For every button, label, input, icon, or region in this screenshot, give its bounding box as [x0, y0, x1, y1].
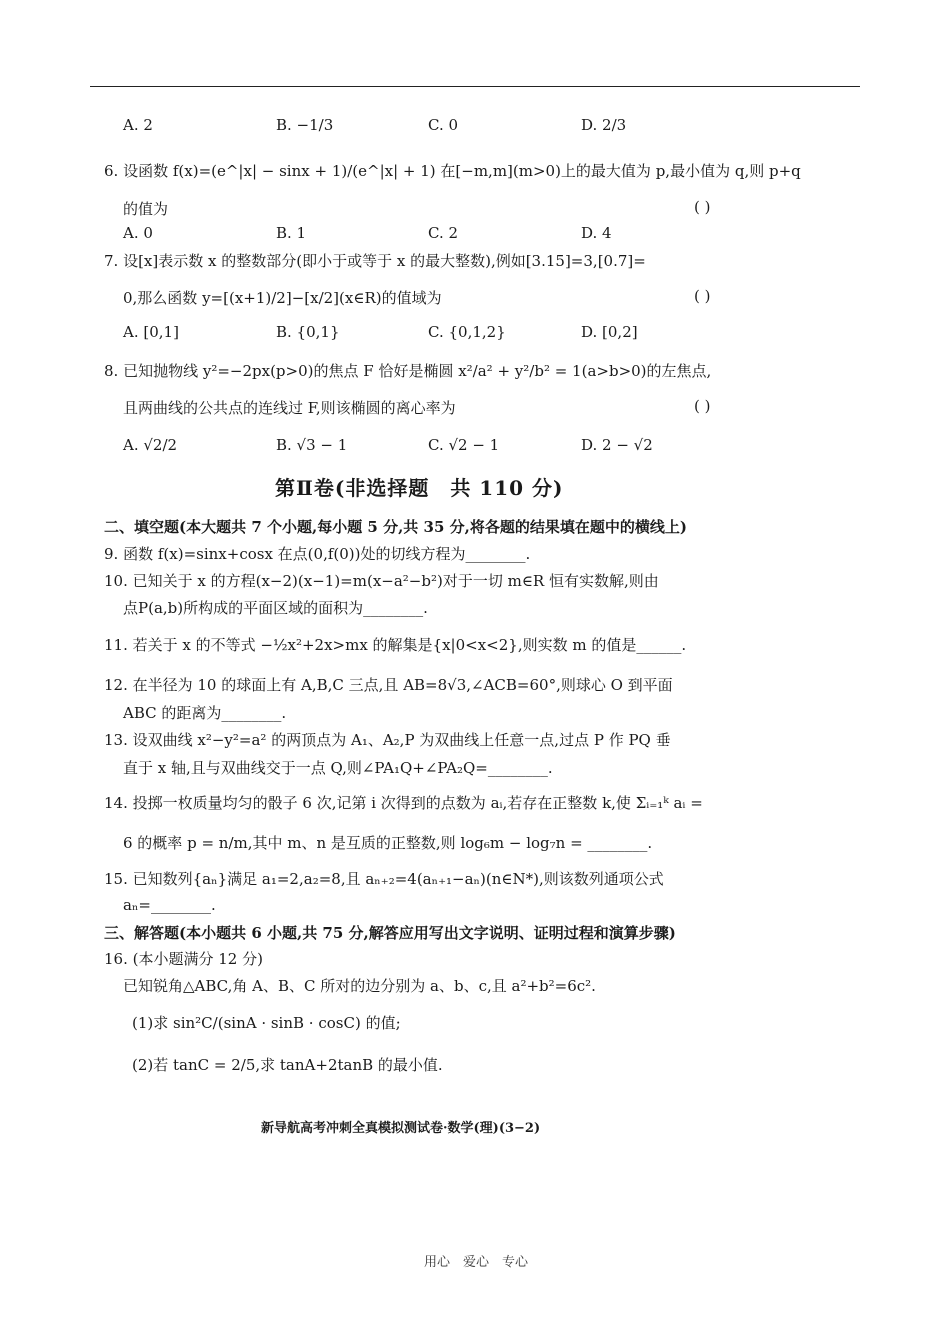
question-6-answer-paren: ( ) [694, 198, 711, 216]
question-7-option-c: C. {0,1,2} [428, 323, 506, 341]
question-12-line1: 12. 在半径为 10 的球面上有 A,B,C 三点,且 AB=8√3,∠ACB=60°,则球心 O 到平面 [104, 676, 673, 694]
question-11: 11. 若关于 x 的不等式 −½x²+2x>mx 的解集是{x|0<x<2},则实数 m 的值是______. [104, 636, 687, 654]
question-16-line2: 已知锐角△ABC,角 A、B、C 所对的边分别为 a、b、c,且 a²+b²=6c². [123, 977, 596, 995]
part-2-title: 第Ⅱ卷(非选择题 共 110 分) [275, 476, 564, 500]
question-16-line1: 16. (本小题满分 12 分) [104, 950, 263, 968]
question-7-option-d: D. [0,2] [581, 323, 638, 341]
question-8-option-a: A. √2/2 [123, 436, 178, 454]
question-15-line2: aₙ=________. [123, 896, 216, 914]
question-10-line1: 10. 已知关于 x 的方程(x−2)(x−1)=m(x−a²−b²)对于一切 m∈R 恒有实数解,则由 [104, 572, 659, 590]
top-option-c: C. 0 [428, 116, 459, 134]
question-14-line1: 14. 投掷一枚质量均匀的骰子 6 次,记第 i 次得到的点数为 aᵢ,若存在正整数 k,使 Σᵢ₌₁ᵏ aᵢ = [104, 794, 703, 812]
top-option-a: A. 2 [123, 116, 153, 134]
question-6-option-a: A. 0 [123, 224, 153, 242]
question-6-line2: 的值为 [123, 200, 169, 218]
question-7-answer-paren: ( ) [694, 287, 711, 305]
question-16-part2: (2)若 tanC = 2/5,求 tanA+2tanB 的最小值. [132, 1056, 443, 1074]
question-15-line1: 15. 已知数列{aₙ}满足 a₁=2,a₂=8,且 aₙ₊₂=4(aₙ₊₁−aₙ)(n∈N*),则该数列通项公式 [104, 870, 664, 888]
question-12-line2: ABC 的距离为________. [123, 704, 287, 722]
top-rule [90, 86, 860, 87]
question-6-line1: 6. 设函数 f(x)=(e^|x| − sinx + 1)/(e^|x| + 1) 在[−m,m](m>0)上的最大值为 p,最小值为 q,则 p+q [104, 162, 801, 180]
question-8-line1: 8. 已知抛物线 y²=−2px(p>0)的焦点 F 恰好是椭圆 x²/a² + y²/b² = 1(a>b>0)的左焦点, [104, 362, 712, 380]
question-7-line2: 0,那么函数 y=[(x+1)/2]−[x/2](x∈R)的值域为 [123, 289, 442, 307]
question-13-line2: 直于 x 轴,且与双曲线交于一点 Q,则∠PA₁Q+∠PA₂Q=________. [123, 759, 553, 777]
question-6-option-c: C. 2 [428, 224, 459, 242]
question-14-line2: 6 的概率 p = n/m,其中 m、n 是互质的正整数,则 log₆m − log₇n = ________. [123, 834, 653, 852]
section-3-heading: 三、解答题(本小题共 6 小题,共 75 分,解答应用写出文字说明、证明过程和演算步骤) [104, 924, 676, 942]
question-13-line1: 13. 设双曲线 x²−y²=a² 的两顶点为 A₁、A₂,P 为双曲线上任意一点,过点 P 作 PQ 垂 [104, 731, 671, 749]
question-6-option-b: B. 1 [276, 224, 307, 242]
question-9: 9. 函数 f(x)=sinx+cosx 在点(0,f(0))处的切线方程为________. [104, 545, 531, 563]
question-10-line2: 点P(a,b)所构成的平面区域的面积为________. [123, 599, 428, 617]
question-8-answer-paren: ( ) [694, 397, 711, 415]
section-2-heading: 二、填空题(本大题共 7 个小题,每小题 5 分,共 35 分,将各题的结果填在题中的横线上) [104, 518, 687, 536]
top-option-b: B. −1/3 [276, 116, 334, 134]
question-8-option-c: C. √2 − 1 [428, 436, 500, 454]
exam-footer: 新导航高考冲刺全真模拟测试卷·数学(理)(3−2) [261, 1121, 541, 1136]
question-7-option-a: A. [0,1] [123, 323, 179, 341]
question-7-option-b: B. {0,1} [276, 323, 340, 341]
question-16-part1: (1)求 sin²C/(sinA · sinB · cosC) 的值; [132, 1014, 401, 1032]
top-option-d: D. 2/3 [581, 116, 627, 134]
question-8-option-b: B. √3 − 1 [276, 436, 348, 454]
question-7-line1: 7. 设[x]表示数 x 的整数部分(即小于或等于 x 的最大整数),例如[3.15]=3,[0.7]= [104, 252, 646, 270]
question-8-option-d: D. 2 − √2 [581, 436, 653, 454]
question-8-line2: 且两曲线的公共点的连线过 F,则该椭圆的离心率为 [123, 399, 456, 417]
bottom-note: 用心 爱心 专心 [424, 1255, 529, 1270]
question-6-option-d: D. 4 [581, 224, 612, 242]
